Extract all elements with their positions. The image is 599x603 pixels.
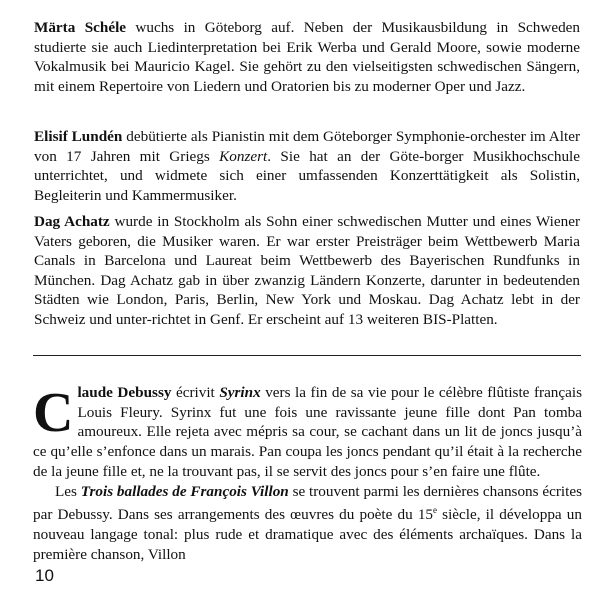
work-title: Konzert — [219, 147, 268, 165]
performer-name: Elisif Lundén — [34, 128, 123, 145]
french-paragraph-1 — [33, 383, 582, 482]
paragraph-text: se trouvent parmi les dernières chansons écrites par Debussy. Dans ses arrangements des œuvres du poète du 15 — [33, 482, 583, 524]
french-paragraph-2 — [33, 482, 582, 565]
section-divider — [33, 355, 581, 356]
biography-text: wurde in Stockholm als Sohn einer schwedischen Mutter und eines Wiener Vaters geboren, die Musiker waren. Er war erster Preisträger beim Wettbewerb Maria Canals in Barcelona und Laureat beim Wettbewerb des Bayerischen Rundfunks in München. Dag Achatz gab in über zwanzig Ländern Konzerte, darunter in bedeutenden Städten wie London, Paris, Berlin, New York und Moskau. Dag Achatz lebt in der Schweiz und unter-richtet in Genf. Er erscheint auf 13 weiteren BIS-Platten. — [34, 213, 580, 328]
work-title: Trois ballades de François Villon — [80, 482, 289, 500]
paragraph-text: écrivit — [175, 384, 215, 401]
composer-name: laude Debussy — [77, 384, 172, 401]
paragraph-text: siècle, il développa un nouveau langage tonal: plus rude et dramatique avec des éléments archaïques. Dans la première chanson, Villon — [33, 506, 582, 563]
drop-cap: C — [33, 382, 74, 444]
page-number: 10 — [35, 566, 54, 585]
superscript: e — [433, 505, 438, 516]
french-notes — [33, 383, 582, 564]
paragraph-text: Les — [55, 482, 77, 500]
biography-dag-achatz — [34, 212, 580, 330]
paragraph-text: vers la fin de sa vie pour le célèbre flûtiste français Louis Fleury. Syrinx fut une fois une ravissante jeune fille dont Pan tomba amoureux. Elle rejeta avec mépris sa cour, se cachant dans un lit de joncs jusqu’à ce qu’elle s’enfonce dans un marais. Pan coupa les joncs pendant qu’il était à la recherche de la jeune fille et, ne la trouvant pas, il se servit des joncs pour s’en faire une flûte. — [33, 384, 583, 480]
biography-text: debütierte als Pianistin mit dem Göteborger Symphonie-orchester im Alter von 17 Jahren mit Griegs — [34, 128, 581, 165]
performer-name: Märta Schéle — [34, 19, 127, 36]
performer-name: Dag Achatz — [34, 213, 110, 230]
biography-text: . Sie hat an der Göte-borger Musikhochschule unterrichtet, und widmete sich einer umfassenden Konzerttätigkeit als Solistin, Begleiterin und Kammermusiker. — [34, 147, 580, 204]
biography-elisif-lunden — [34, 127, 580, 205]
work-title: Syrinx — [219, 384, 261, 401]
biography-text: wuchs in Göteborg auf. Neben der Musikausbildung in Schweden studierte sie auch Liedinterpretation bei Erik Werba und Gerald Moore, sowie moderne Vokalmusik bei Mauricio Kagel. Sie gehört zu den vielseitigsten schwedischen Sängern, mit einem Repertoire von Liedern und Oratorien bis zu moderner Oper und Jazz. — [34, 19, 581, 95]
biography-marta-schele — [34, 18, 580, 96]
